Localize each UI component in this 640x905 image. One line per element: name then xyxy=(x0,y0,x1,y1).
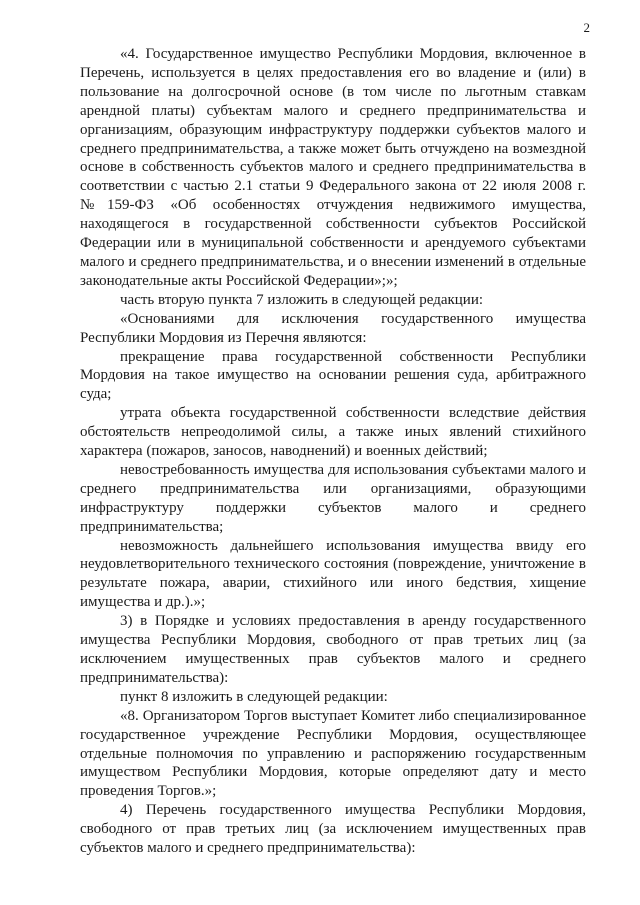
document-body xyxy=(80,45,586,858)
paragraph-section-3: 3) в Порядке и условиях предоставления в аренду государственного имущества Республики Мордовия, свободного от прав третьих лиц (за исключением имущественных прав субъектов малого и среднего предпринимательства): xyxy=(80,613,586,686)
paragraph-part-two-intro: часть вторую пункта 7 изложить в следующей редакции: xyxy=(120,291,484,308)
paragraph-ground-court: прекращение права государственной собственности Республики Мордовия на такое имущество на основании решения суда, арбитражного суда; xyxy=(80,348,586,403)
paragraph-ground-unusable: невозможность дальнейшего использования имущества ввиду его неудовлетворительного технического состояния (повреждение, уничтожение в результате пожара, аварии, стихийного или иного бедствия, хищение имущества и др.).»; xyxy=(80,537,586,611)
paragraph-item-4-amendment: «4. Государственное имущество Республики Мордовия, включенное в Перечень, используется в целях предоставления его во владение и (или) в пользование на долгосрочной основе (в том числе по льготным ставкам арендной платы) субъектам малого и среднего предпринимательства и организациям, образующим инфраструктуру поддержки субъектов малого и среднего предпринимательства, а также может быть отчуждено на возмездной основе в собственность субъектов малого и среднего предпринимательства в соответствии с частью 2.1 статьи 9 Федерального закона от 22 июля 2008 г. №159-ФЗ «Об особенностях отчуждения недвижимого имущества, находящегося в государственной собственности субъектов Российской Федерации или в муниципальной собственности и арендуемого субъектами малого и среднего предпринимательства, и о внесении изменений в отдельные законодательные акты Российской Федерации»;»; xyxy=(80,46,586,289)
paragraph-point-8-text: «8. Организатором Торгов выступает Комитет либо специализированное государственное учреждение Республики Мордовия, осуществляющее отдельные полномочия по управлению и распоряжению государственным имуществом Республики Мордовия, которые определяют дату и место проведения Торгов.»; xyxy=(80,707,586,800)
page-number: 2 xyxy=(583,20,590,35)
paragraph-section-4: 4) Перечень государственного имущества Республики Мордовия, свободного от прав третьих лиц (за исключением имущественных прав субъектов малого и среднего предпринимательства): xyxy=(80,802,586,857)
paragraph-ground-loss: утрата объекта государственной собственности вследствие действия обстоятельств непреодолимой силы, а также иных явлений стихийного характера (пожаров, заносов, наводнений) и военных действий; xyxy=(80,405,586,460)
paragraph-ground-unclaimed: невостребованность имущества для использования субъектами малого и среднего предпринимательства или организациями, образующими инфраструктуру поддержки субъектов малого и среднего предпринимательства; xyxy=(80,461,586,535)
paragraph-point-8-intro: пункт 8 изложить в следующей редакции: xyxy=(120,688,388,705)
paragraph-exclusion-grounds: «Основаниями для исключения государственного имущества Республики Мордовия из Перечня являются: xyxy=(80,310,586,346)
